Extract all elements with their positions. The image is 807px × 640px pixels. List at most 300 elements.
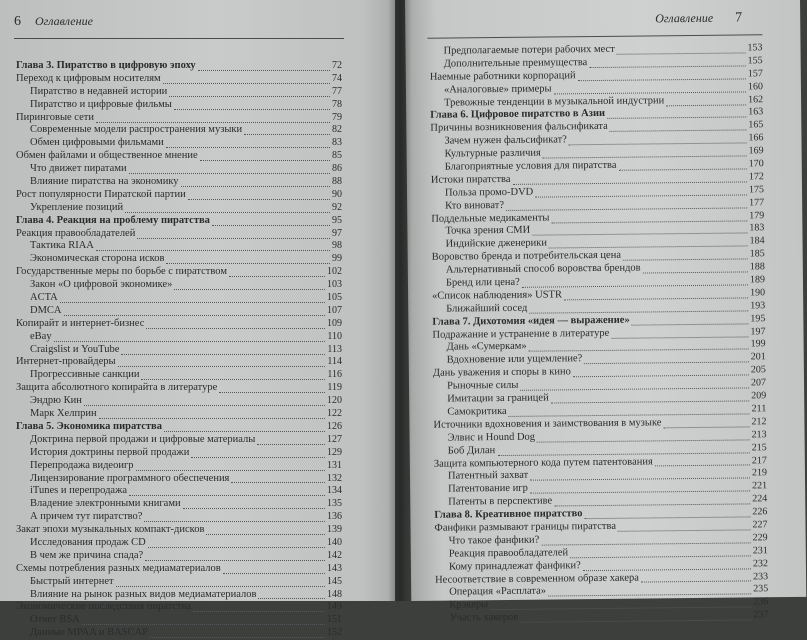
toc-entry-title: Влияние на рынок разных видов медиаматериалов bbox=[30, 588, 257, 600]
dot-leader bbox=[543, 147, 747, 158]
toc-entry bbox=[16, 228, 342, 241]
toc-entry-page: 212 bbox=[751, 416, 767, 428]
toc-entry-title: Имитации за границей bbox=[447, 392, 549, 405]
toc-entry-title: eBay bbox=[30, 330, 52, 342]
toc-entry-title: Рыночные силы bbox=[446, 379, 519, 392]
dot-leader bbox=[174, 281, 325, 290]
toc-entry-title: Закат эпохи музыкальных компакт-дисков bbox=[16, 524, 205, 536]
dot-leader bbox=[191, 449, 325, 458]
toc-entry bbox=[435, 609, 768, 625]
dot-leader bbox=[607, 109, 746, 119]
toc-entry-page: 219 bbox=[751, 467, 768, 479]
toc-entry-page: 140 bbox=[327, 536, 342, 548]
toc-entry bbox=[16, 124, 342, 137]
toc-entry-page: 233 bbox=[752, 570, 769, 582]
toc-entry-title: Закон «О цифровой экономике» bbox=[30, 279, 173, 291]
toc-entry-title: «Аналоговые» примеры bbox=[443, 83, 552, 96]
dot-leader bbox=[96, 114, 330, 123]
toc-entry bbox=[16, 202, 342, 215]
toc-entry-page: 126 bbox=[327, 420, 342, 432]
dot-leader bbox=[578, 70, 746, 81]
dot-leader bbox=[200, 152, 330, 161]
toc-entry-page: 114 bbox=[327, 356, 342, 368]
toc-entry-title: Источники вдохновения и заимствования в музыке bbox=[433, 417, 662, 431]
toc-entry-title: Тактика RIAA bbox=[30, 240, 94, 252]
dot-leader bbox=[509, 405, 750, 417]
dot-leader bbox=[655, 457, 750, 467]
dot-leader bbox=[623, 251, 748, 261]
toc-entry bbox=[16, 137, 342, 150]
toc-entry-title: Воровство бренда и потребительская цена bbox=[431, 250, 622, 263]
toc-entry-page: 188 bbox=[749, 261, 765, 273]
toc-entry bbox=[16, 408, 342, 421]
running-title: Оглавление bbox=[35, 14, 93, 28]
header-rule bbox=[427, 34, 762, 39]
dot-leader bbox=[137, 230, 330, 239]
toc-entry-page: 149 bbox=[327, 601, 342, 613]
dot-leader bbox=[99, 410, 325, 419]
dot-leader bbox=[174, 101, 330, 110]
toc-entry-page: 98 bbox=[332, 240, 342, 252]
toc-entry-title: Крэкеры bbox=[449, 599, 489, 611]
toc-entry-title: Что движет пиратами bbox=[30, 163, 127, 175]
dot-leader bbox=[146, 320, 325, 329]
toc-entry bbox=[16, 498, 342, 511]
toc-entry-title: Пиратство и цифровые фильмы bbox=[30, 98, 172, 110]
toc-entry-page: 213 bbox=[751, 428, 767, 441]
dot-leader bbox=[229, 268, 325, 277]
dot-leader bbox=[535, 186, 747, 197]
dot-leader bbox=[520, 380, 749, 391]
toc-entry-title: Прогрессивные санкции bbox=[30, 369, 140, 381]
toc-entry bbox=[16, 395, 342, 408]
dot-leader bbox=[611, 328, 748, 338]
toc-entry bbox=[16, 240, 342, 253]
toc-entry-page: 197 bbox=[750, 325, 766, 337]
dot-leader bbox=[96, 242, 330, 251]
dot-leader bbox=[643, 264, 748, 274]
toc-entry bbox=[16, 434, 342, 447]
running-title: Оглавление bbox=[655, 10, 714, 26]
toc-entry-title: Причины возникновения фальсификата bbox=[430, 121, 608, 135]
toc-entry-page: 170 bbox=[748, 158, 764, 170]
toc-entry-title: Культурные различия bbox=[444, 147, 541, 160]
dot-leader bbox=[522, 276, 748, 287]
toc-entry-title: Защита абсолютного копирайта в литературе bbox=[16, 382, 218, 394]
toc-entry-page: 122 bbox=[327, 408, 342, 420]
toc-entry-title: Обмен цифровыми фильмами bbox=[30, 137, 164, 149]
toc-entry bbox=[16, 550, 342, 563]
dot-leader bbox=[583, 560, 751, 571]
toc-entry bbox=[16, 99, 342, 112]
toc-entry bbox=[16, 86, 342, 99]
toc-entry-title: Вдохновение или ущемление? bbox=[446, 353, 583, 366]
toc-entry-page: 165 bbox=[748, 119, 764, 131]
dot-leader bbox=[121, 346, 325, 355]
toc-entry-page: 162 bbox=[748, 93, 764, 105]
toc-entry-title: Реакция правообладателей bbox=[448, 547, 569, 560]
toc-entry bbox=[16, 266, 342, 279]
dot-leader bbox=[244, 126, 330, 135]
toc-entry bbox=[16, 331, 342, 344]
toc-entry-title: Бренд или цена? bbox=[445, 276, 520, 289]
dot-leader bbox=[529, 302, 748, 313]
toc-entry bbox=[16, 73, 342, 86]
toc-entry-title: Перепродажа видеоигр bbox=[30, 459, 134, 471]
toc-entry-page: 160 bbox=[747, 80, 763, 93]
toc-entry-title: Несоответствие в современном образе хакера bbox=[435, 572, 639, 586]
toc-entry bbox=[16, 189, 342, 202]
toc-entry bbox=[16, 576, 342, 589]
toc-entry-title: Операция «Расплата» bbox=[449, 585, 547, 598]
toc-entry-title: В чем же причина спада? bbox=[30, 549, 144, 561]
dot-leader bbox=[537, 431, 750, 442]
dot-leader bbox=[663, 418, 749, 428]
toc-entry-page: 217 bbox=[751, 454, 767, 466]
toc-entry-title: Копирайт и интернет-бизнес bbox=[16, 317, 145, 329]
toc-entry-page: 95 bbox=[332, 214, 342, 226]
dot-leader bbox=[64, 307, 325, 316]
toc-entry-title: История доктрины первой продажи bbox=[30, 446, 190, 458]
toc-entry-page: 78 bbox=[332, 98, 342, 110]
toc-entry-title: Наемные работники корпораций bbox=[429, 69, 576, 83]
dot-leader bbox=[60, 294, 325, 303]
right-page bbox=[405, 0, 806, 624]
toc-entry-title: Глава 5. Экономика пиратства bbox=[16, 420, 162, 432]
toc-entry-title: Что такое фанфики? bbox=[448, 534, 540, 547]
toc-entry bbox=[16, 537, 342, 550]
toc-entry bbox=[16, 305, 342, 318]
toc-entry-page: 90 bbox=[332, 188, 342, 200]
toc-entry-page: 229 bbox=[752, 532, 768, 544]
toc-entry-page: 190 bbox=[750, 287, 766, 299]
toc-entry-title: Защита компьютерного кода путем патентования bbox=[433, 455, 653, 470]
toc-entry-page: 221 bbox=[752, 480, 768, 492]
toc-entry bbox=[16, 524, 342, 537]
dot-leader bbox=[570, 547, 751, 558]
toc-entry bbox=[16, 292, 342, 305]
toc-chapter-entry bbox=[16, 421, 342, 434]
toc-entry-page: 107 bbox=[327, 304, 342, 316]
toc-entry-title: Дань уважения и споры в кино bbox=[432, 366, 571, 379]
toc-entry-page: 92 bbox=[332, 201, 342, 213]
toc-entry-title: Точка зрения СМИ bbox=[445, 225, 531, 238]
toc-entry-title: Самокритика bbox=[447, 405, 507, 418]
toc-entry bbox=[16, 382, 342, 395]
toc-entry-title: Глава 7. Дихотомия «идея — выражение» bbox=[432, 314, 630, 328]
toc-entry-page: 177 bbox=[749, 196, 765, 209]
toc-entry-page: 116 bbox=[327, 369, 342, 381]
toc-entry bbox=[16, 601, 342, 614]
toc-entry-page: 103 bbox=[327, 279, 342, 291]
toc-entry-title: Эндрю Кин bbox=[30, 395, 82, 407]
toc-entry-title: Экономическая сторона исков bbox=[30, 253, 165, 265]
dot-leader bbox=[129, 165, 330, 174]
toc-entry-page: 207 bbox=[750, 377, 767, 389]
toc-entry-page: 105 bbox=[327, 292, 342, 304]
dot-leader bbox=[666, 96, 746, 106]
dot-leader bbox=[198, 62, 330, 71]
toc-entry-title: Альтернативный способ воровства брендов bbox=[445, 262, 641, 276]
toc-entry-page: 163 bbox=[748, 106, 764, 118]
toc-entry-page: 175 bbox=[748, 184, 765, 196]
toc-entry-title: Схемы потребления разных медиаматериалов bbox=[16, 562, 221, 574]
toc-entry-title: Ближайший сосед bbox=[446, 302, 528, 315]
dot-leader bbox=[548, 586, 751, 597]
toc-entry bbox=[16, 473, 342, 486]
toc-entry-title: Дань «Сумеркам» bbox=[446, 341, 527, 354]
dot-leader bbox=[231, 474, 325, 483]
toc-entry-title: Дополнительные преимущества bbox=[443, 56, 588, 70]
toc-entry-title: Пиринговые сети bbox=[16, 111, 94, 123]
toc-entry bbox=[16, 627, 342, 640]
dot-leader bbox=[569, 135, 747, 146]
toc-entry-page: 232 bbox=[752, 557, 768, 570]
toc-entry-page: 131 bbox=[327, 459, 342, 471]
dot-leader bbox=[169, 88, 330, 97]
page-number: 7 bbox=[735, 10, 743, 26]
toc-entry-page: 97 bbox=[332, 227, 342, 239]
toc-entry-title: Фанфики размывают границы пиратства bbox=[434, 520, 617, 534]
toc-entry-page: 99 bbox=[332, 253, 342, 265]
toc-entry-title: Быстрый интернет bbox=[30, 575, 114, 587]
dot-leader bbox=[530, 470, 750, 481]
dot-leader bbox=[148, 539, 325, 548]
toc-entry-page: 209 bbox=[751, 390, 767, 402]
toc-entry-title: Боб Дилан bbox=[447, 444, 496, 457]
toc-entry-page: 139 bbox=[327, 524, 342, 536]
toc-entry-page: 132 bbox=[327, 472, 342, 484]
dot-leader bbox=[258, 590, 325, 599]
dot-leader bbox=[219, 384, 325, 393]
toc-entry-title: Марк Хелприн bbox=[30, 408, 97, 420]
toc-entry bbox=[16, 112, 342, 125]
toc-entry-page: 102 bbox=[327, 266, 342, 278]
toc-entry-title: Современные модели распространения музыки bbox=[30, 124, 243, 136]
toc-entry-page: 235 bbox=[753, 583, 769, 595]
toc-entry-page: 169 bbox=[748, 145, 764, 157]
toc-entry-page: 224 bbox=[752, 493, 768, 505]
toc-entry bbox=[16, 356, 342, 369]
toc-entry-page: 129 bbox=[327, 446, 342, 458]
dot-leader bbox=[506, 199, 747, 211]
toc-entry bbox=[16, 614, 342, 627]
toc-entry-title: Реакция правообладателей bbox=[16, 227, 136, 239]
dot-leader bbox=[490, 599, 751, 611]
dot-leader bbox=[212, 217, 330, 226]
toc-entry-page: 135 bbox=[327, 498, 342, 510]
dot-leader bbox=[551, 212, 747, 223]
toc-entry-title: Владение электронными книгами bbox=[30, 498, 181, 510]
toc-entry-title: Рост популярности Пиратской партии bbox=[16, 188, 186, 200]
toc-entry-page: 211 bbox=[751, 403, 767, 415]
toc-entry-title: Переход к цифровым носителям bbox=[16, 72, 161, 84]
toc-entry-title: Пиратство в недавней истории bbox=[30, 85, 168, 97]
toc-entry-page: 113 bbox=[327, 343, 342, 355]
dot-leader bbox=[618, 160, 746, 170]
toc-chapter-entry bbox=[16, 60, 342, 73]
toc-entry-title: Участь хакеров bbox=[449, 612, 519, 624]
toc-entry-title: Глава 4. Реакция на проблему пиратства bbox=[16, 214, 210, 226]
toc-entry-page: 145 bbox=[327, 575, 342, 587]
dot-leader bbox=[82, 616, 325, 625]
toc-entry-page: 231 bbox=[752, 544, 768, 557]
toc-entry-page: 155 bbox=[747, 55, 763, 67]
toc-entry-title: Исследования продаж CD bbox=[30, 536, 146, 548]
toc-entry-title: Кто виноват? bbox=[445, 199, 505, 212]
toc-entry-page: 237 bbox=[753, 609, 769, 621]
dot-leader bbox=[564, 289, 748, 300]
dot-leader bbox=[164, 423, 325, 432]
dot-leader bbox=[145, 552, 325, 561]
dot-leader bbox=[549, 238, 748, 249]
toc-entry-page: 199 bbox=[750, 338, 766, 350]
toc-entry-page: 74 bbox=[332, 72, 342, 84]
toc-entry-page: 183 bbox=[749, 222, 765, 234]
toc-entry-page: 236 bbox=[753, 596, 769, 608]
toc-entry-title: Поддельные медикаменты bbox=[431, 212, 550, 225]
dot-leader bbox=[520, 612, 751, 623]
toc-entry-title: «Список наблюдения» USTR bbox=[432, 289, 562, 302]
toc-entry-page: 153 bbox=[747, 42, 763, 54]
page-number: 6 bbox=[14, 14, 21, 29]
toc-entry bbox=[16, 176, 342, 189]
toc-entry-title: Благоприятные условия для пиратства bbox=[444, 159, 617, 173]
toc-entry-page: 227 bbox=[752, 519, 768, 531]
toc-entry bbox=[16, 589, 342, 602]
toc-entry-page: 85 bbox=[332, 150, 342, 162]
header-rule bbox=[14, 38, 344, 39]
toc-entry bbox=[16, 563, 342, 576]
toc-entry bbox=[16, 318, 342, 331]
dot-leader bbox=[584, 354, 749, 365]
toc-entry-page: 201 bbox=[750, 351, 766, 363]
right-page-header bbox=[655, 10, 742, 29]
dot-leader bbox=[573, 367, 749, 378]
toc-entry-page: 136 bbox=[327, 511, 342, 523]
toc-entry-page: 127 bbox=[327, 433, 342, 445]
toc-entry-page: 195 bbox=[750, 312, 766, 325]
toc-entry bbox=[16, 447, 342, 460]
dot-leader bbox=[166, 139, 330, 148]
dot-leader bbox=[618, 521, 751, 531]
toc-entry-title: Отчет BSA bbox=[30, 614, 80, 626]
dot-leader bbox=[181, 178, 330, 187]
toc-entry-page: 86 bbox=[332, 163, 342, 175]
toc-entry-title: Истоки пиратства bbox=[430, 173, 511, 186]
toc-entry-page: 185 bbox=[749, 248, 765, 260]
toc-entry-title: Экономические последствия пиратства bbox=[16, 601, 192, 613]
toc-entry-page: 82 bbox=[332, 124, 342, 136]
dot-leader bbox=[530, 483, 750, 494]
toc-entry-title: Патенты в перспективе bbox=[448, 495, 553, 508]
dot-leader bbox=[641, 573, 751, 583]
left-page bbox=[0, 0, 395, 639]
toc-entry-title: Обмен файлами и общественное мнение bbox=[16, 150, 198, 162]
toc-entry-page: 109 bbox=[327, 317, 342, 329]
toc-entry-page: 120 bbox=[327, 395, 342, 407]
toc-entry-title: Кому принадлежат фанфики? bbox=[448, 559, 581, 573]
dot-leader bbox=[529, 341, 749, 352]
dot-leader bbox=[136, 462, 325, 471]
toc-entry-title: iTunes и перепродажа bbox=[30, 485, 128, 497]
dot-leader bbox=[188, 191, 330, 200]
table-of-contents-right bbox=[429, 42, 768, 626]
toc-entry-page: 88 bbox=[332, 176, 342, 188]
book-gutter bbox=[388, 0, 412, 601]
toc-entry-title: Польза промо-DVD bbox=[444, 186, 534, 199]
toc-entry-page: 205 bbox=[750, 364, 766, 376]
dot-leader bbox=[150, 629, 325, 638]
dot-leader bbox=[617, 44, 746, 54]
toc-entry-title: Интернет-провайдеры bbox=[16, 356, 116, 368]
toc-entry-title: Предполагаемые потери рабочих мест bbox=[443, 43, 615, 57]
toc-entry bbox=[16, 253, 342, 266]
toc-chapter-entry bbox=[16, 215, 342, 228]
toc-entry-page: 134 bbox=[327, 485, 342, 497]
toc-entry-title: А причем тут пиратство? bbox=[30, 511, 143, 523]
toc-entry-title: Влияние пиратства на экономику bbox=[30, 176, 179, 188]
toc-entry-page: 151 bbox=[327, 614, 342, 626]
toc-entry-title: Патентование игр bbox=[448, 483, 528, 495]
toc-entry-title: ACTA bbox=[30, 292, 58, 304]
toc-entry-title: Государственные меры по борьбе с пиратством bbox=[16, 266, 227, 278]
toc-entry-title: Глава 3. Пиратство в цифровую эпоху bbox=[16, 60, 196, 71]
toc-entry-page: 157 bbox=[747, 68, 763, 80]
toc-entry-title: DMCA bbox=[30, 304, 62, 316]
dot-leader bbox=[166, 255, 330, 264]
dot-leader bbox=[532, 225, 747, 236]
toc-entry bbox=[16, 150, 342, 163]
toc-entry bbox=[16, 163, 342, 176]
toc-entry-title: Патентный захват bbox=[447, 470, 529, 482]
toc-entry-title: Элвис и Hound Dog bbox=[447, 431, 536, 444]
toc-entry-title: Тревожные тенденции в музыкальной индустрии bbox=[444, 94, 665, 109]
toc-entry-page: 184 bbox=[749, 235, 765, 247]
toc-entry-title: Глава 8. Креативное пиратство bbox=[434, 508, 583, 521]
left-page-header bbox=[14, 14, 93, 32]
toc-entry-title: Подражание и устранение в литературе bbox=[432, 327, 610, 341]
dot-leader bbox=[512, 173, 746, 184]
dot-leader bbox=[541, 534, 750, 545]
toc-entry bbox=[16, 460, 342, 473]
dot-leader bbox=[125, 204, 330, 213]
dot-leader bbox=[84, 397, 325, 406]
toc-entry-page: 119 bbox=[327, 382, 342, 394]
dot-leader bbox=[551, 392, 750, 403]
toc-entry-page: 179 bbox=[749, 209, 765, 221]
toc-entry-page: 72 bbox=[332, 60, 342, 71]
dot-leader bbox=[554, 83, 746, 94]
toc-entry-page: 215 bbox=[751, 441, 767, 454]
toc-entry-page: 143 bbox=[327, 562, 342, 574]
toc-entry-page: 166 bbox=[748, 132, 764, 144]
toc-entry-page: 79 bbox=[332, 111, 342, 123]
toc-entry-title: Данные MPAA и BASCAP bbox=[30, 627, 148, 639]
toc-entry-page: 152 bbox=[327, 627, 342, 639]
table-of-contents-left bbox=[16, 60, 342, 640]
dot-leader bbox=[206, 526, 325, 535]
dot-leader bbox=[118, 358, 326, 367]
toc-entry-page: 142 bbox=[327, 549, 342, 561]
toc-entry-page: 83 bbox=[332, 137, 342, 149]
toc-entry-title: Глава 6. Цифровое пиратство в Азии bbox=[430, 108, 606, 122]
toc-entry-title: Укрепление позиций bbox=[30, 201, 124, 213]
dot-leader bbox=[223, 565, 325, 574]
dot-leader bbox=[632, 315, 749, 325]
dot-leader bbox=[163, 75, 330, 84]
toc-entry-title: Лицензирование программного обеспечения bbox=[30, 472, 230, 484]
